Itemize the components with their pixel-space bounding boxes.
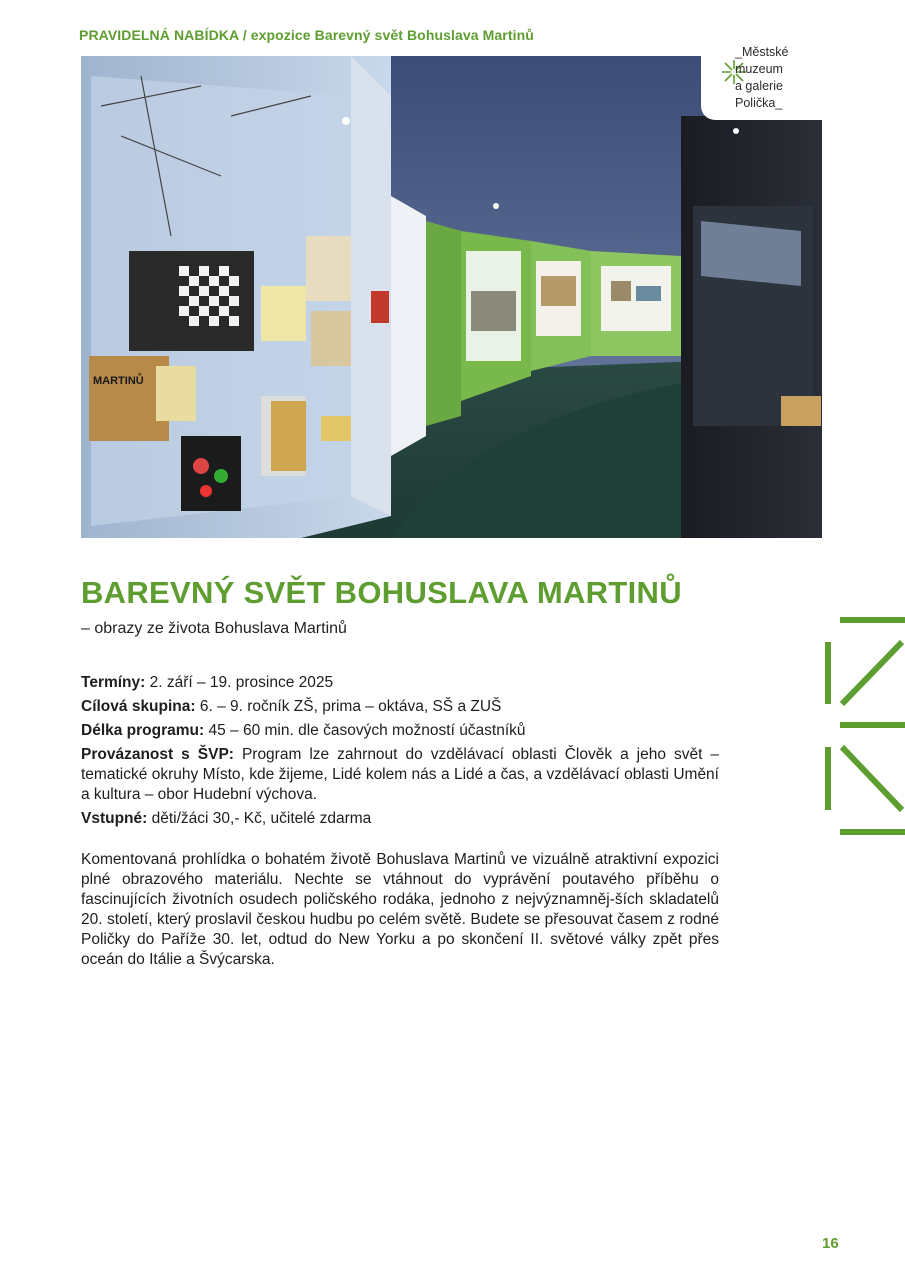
info-delka-label: Délka programu: — [81, 722, 205, 739]
page-subtitle: – obrazy ze života Bohuslava Martinů — [81, 620, 347, 637]
logo-line: Polička_ — [735, 96, 783, 110]
decorative-mark-icon — [824, 612, 905, 838]
info-terminy-value: 2. září – 19. prosince 2025 — [145, 674, 334, 691]
photo-label: MARTINŮ — [93, 375, 144, 387]
exhibition-photo — [81, 56, 822, 538]
logo-line: a galerie — [735, 79, 783, 93]
header-section: PRAVIDELNÁ NABÍDKA — [79, 27, 239, 43]
info-terminy — [81, 673, 719, 693]
info-vstupne-label: Vstupné: — [81, 810, 148, 827]
info-vstupne — [81, 809, 719, 829]
info-skupina-value: 6. – 9. ročník ZŠ, prima – oktáva, SŠ a ZUŠ — [195, 698, 502, 715]
program-info — [81, 673, 719, 833]
page-header — [79, 27, 534, 43]
logo-line: muzeum — [735, 62, 783, 76]
exhibition-illustration — [81, 56, 822, 538]
header-topic: expozice Barevný svět Bohuslava Martinů — [250, 27, 534, 43]
info-delka-value: 45 – 60 min. dle časových možností účastníků — [204, 722, 526, 739]
museum-logo — [701, 42, 825, 120]
info-skupina — [81, 697, 719, 717]
info-svp-label: Provázanost s ŠVP: — [81, 746, 234, 763]
info-skupina-label: Cílová skupina: — [81, 698, 196, 715]
info-svp-value: Program lze zahrnout do vzdělávací oblasti Člověk a jeho svět – tematické okruhy Místo, kde žijeme, Lidé kolem nás a Lidé a čas, a vzdělávací oblasti Umění a kultura – obor Hudební výchova. — [81, 746, 720, 803]
program-description: Komentovaná prohlídka o bohatém životě Bohuslava Martinů ve vizuálně atraktivní expozici plné obrazového materiálu. Nechte se vtáhnout do vyprávění poutavého příběhu o fascinujících životních osudech poličského rodáka, jednoho z nejvýznamněj-ších skladatelů 20. století, který proslavil českou hudbu po celém světě. Budete se přesouvat časem z rodné Poličky do Paříže 30. let, odtud do New Yorku a po skončení II. světové války zpět přes oceán do Itálie a Švýcarska. — [81, 851, 719, 968]
info-delka — [81, 721, 719, 741]
info-svp — [81, 745, 719, 805]
page-number: 16 — [822, 1235, 839, 1252]
logo-line: _Městské — [735, 45, 789, 59]
page-title: BAREVNÝ SVĚT BOHUSLAVA MARTINŮ — [81, 575, 682, 610]
header-separator: / — [238, 27, 251, 43]
info-vstupne-value: děti/žáci 30,- Kč, učitelé zdarma — [147, 810, 372, 827]
info-terminy-label: Termíny: — [81, 674, 146, 691]
logo-text — [735, 44, 789, 112]
